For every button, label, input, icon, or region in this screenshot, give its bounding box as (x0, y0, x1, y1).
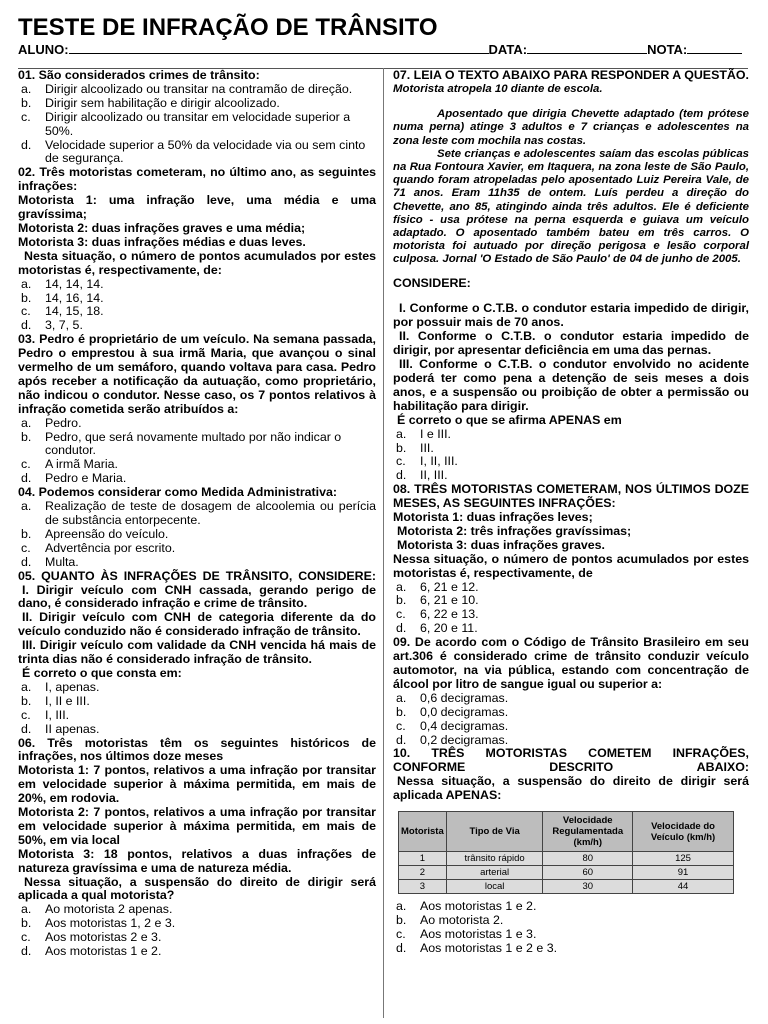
nota-field[interactable] (687, 41, 742, 54)
question-prompt: É correto o que se afirma APENAS em (397, 412, 622, 427)
question-stem: 01. São considerados crimes de trânsito: (18, 68, 260, 82)
option-item[interactable] (18, 417, 376, 431)
option-text: 6, 20 e 11. (420, 621, 478, 636)
option-letter: b. (396, 704, 407, 719)
option-item[interactable] (18, 111, 376, 139)
question-03 (18, 333, 376, 486)
option-item[interactable] (18, 305, 376, 319)
option-letter: a. (396, 579, 407, 594)
option-item[interactable] (18, 139, 376, 167)
option-letter: d. (396, 621, 407, 636)
option-letter: a. (21, 415, 32, 430)
option-item[interactable] (393, 455, 749, 469)
table-row (399, 866, 734, 880)
question-prompt: Nessa situação, o número de pontos acumulados por estes motoristas é, respectivamente, de (393, 551, 749, 580)
question-stem: 05. QUANTO ÀS INFRAÇÕES DE TRÂNSITO, CONSIDERE: (18, 568, 376, 583)
option-text: Aos motoristas 1, 2 e 3. (45, 916, 176, 931)
question-09 (393, 636, 749, 747)
motorista-2-line: Motorista 2: três infrações gravíssimas; (397, 523, 632, 538)
table-row (399, 880, 734, 894)
option-letter: a. (21, 679, 32, 694)
question-stem: 09. De acordo com o Código de Trânsito Brasileiro em seu art.306 é considerado crime de trânsito conduzir veículo automotor, na via pública, estando com concentração de álcool por litro de sangue igual ou superior a: (393, 635, 749, 691)
statement-ii: II. Conforme o C.T.B. o condutor estaria impedido de dirigir, por apresentar deficiência em uma das pernas. (393, 329, 749, 358)
question-stem: 07. LEIA O TEXTO ABAIXO PARA RESPONDER A QUESTÃO. (393, 68, 749, 82)
data-label: DATA: (488, 42, 528, 57)
option-item[interactable] (393, 734, 749, 748)
motorista-1-line: Motorista 1: uma infração leve, uma média e uma gravíssima; (18, 193, 376, 222)
option-letter: a. (21, 81, 32, 96)
option-letter: a. (396, 690, 407, 705)
option-letter: d. (21, 554, 32, 569)
option-text: 0,2 decigramas. (420, 732, 509, 747)
option-item[interactable] (393, 469, 749, 483)
option-text: I, II e III. (45, 693, 90, 708)
option-text: II, III. (420, 468, 448, 483)
statement-ii: II. Dirigir veículo com CNH de categoria diferente da do veículo conduzido não é considerado infração de trânsito. (18, 610, 376, 639)
option-item[interactable] (18, 472, 376, 486)
option-text: 6, 21 e 10. (420, 593, 479, 608)
option-item[interactable] (18, 292, 376, 306)
table-cell: 91 (633, 866, 734, 880)
options-list (393, 692, 749, 748)
options-list (18, 903, 376, 959)
option-letter: d. (21, 721, 32, 736)
statement-iii: III. Conforme o C.T.B. o condutor envolvido no acidente poderá ter como pena a detenção de seis meses a dois anos, e a suspensão ou proibição de obter a permissão ou habilitação para dirigir. (393, 357, 749, 413)
options-list (18, 83, 376, 166)
option-letter: a. (396, 426, 407, 441)
option-text: Apreensão do veículo. (45, 526, 169, 541)
motorista-1-line: Motorista 1: duas infrações leves; (393, 510, 593, 525)
option-text: I, apenas. (45, 679, 100, 694)
option-letter: a. (396, 899, 407, 914)
table-cell: 30 (543, 880, 633, 894)
option-item[interactable] (393, 428, 749, 442)
question-stem: 08. TRÊS MOTORISTAS COMETERAM, NOS ÚLTIMOS DOZE MESES, AS SEGUINTES INFRAÇÕES: (393, 482, 749, 511)
question-06 (18, 737, 376, 960)
table-header-row (399, 812, 734, 852)
option-letter: d. (21, 318, 32, 333)
option-text: Pedro e Maria. (45, 471, 127, 486)
options-list (393, 581, 749, 637)
option-item[interactable] (18, 431, 376, 459)
option-letter: d. (396, 468, 407, 483)
motorista-2-line: Motorista 2: 7 pontos, relativos a uma infração por transitar em velocidade superior à máxima permitida, em mais de 50%, em via local (18, 805, 376, 847)
news-headline: Motorista atropela 10 diante de escola. (393, 82, 603, 95)
option-item[interactable] (393, 900, 749, 914)
data-field[interactable] (527, 41, 647, 54)
table-cell: 1 (399, 852, 447, 866)
option-item[interactable] (393, 928, 749, 942)
motorista-1-line: Motorista 1: 7 pontos, relativos a uma infração por transitar em velocidade superior à máxima permitida, em mais de 20%, em rodovia. (18, 763, 376, 806)
option-text: II apenas. (45, 721, 100, 736)
option-text: 0,4 decigramas. (420, 718, 509, 733)
options-list (393, 900, 749, 956)
option-text: Dirigir sem habilitação e dirigir alcoolizado. (45, 95, 280, 110)
option-text: 0,6 decigramas. (420, 690, 509, 705)
option-item[interactable] (393, 442, 749, 456)
option-text: Ao motorista 2. (420, 912, 504, 927)
option-item[interactable] (393, 581, 749, 595)
question-stem: 03. Pedro é proprietário de um veículo. Na semana passada, Pedro o emprestou à sua irmã Maria, que avançou o sinal vermelho de um semáforo, quando voltava para casa. Pedro após receber a notificação da autuação, como proprietário, não indicou o condutor. Nesse caso, os 7 pontos relativos à infração cometida serão atribuídos a: (18, 332, 376, 416)
option-text: 14, 15, 18. (45, 304, 104, 319)
table-row (399, 852, 734, 866)
question-01 (18, 69, 376, 166)
option-letter: c. (396, 454, 406, 469)
option-item[interactable] (18, 917, 376, 931)
column-header: Velocidade Regulamentada (km/h) (543, 812, 633, 852)
option-letter: c. (21, 457, 31, 472)
option-text: 6, 22 e 13. (420, 607, 479, 622)
speed-table (398, 811, 734, 894)
column-divider (383, 68, 384, 1018)
option-letter: b. (21, 429, 32, 444)
statement-iii: III. Dirigir veículo com validade da CNH vencida há mais de trinta dias não é considerado infração de trânsito. (18, 638, 376, 667)
option-text: A irmã Maria. (45, 457, 118, 472)
option-text: 14, 14, 14. (45, 276, 104, 291)
option-item[interactable] (18, 458, 376, 472)
option-item[interactable] (18, 931, 376, 945)
option-letter: d. (396, 940, 407, 955)
options-list (393, 428, 749, 484)
option-text: Pedro. (45, 415, 82, 430)
question-07 (393, 69, 749, 483)
question-05 (18, 570, 376, 737)
question-stem: 10. TRÊS MOTORISTAS COMETEM INFRAÇÕES, CONFORME DESCRITO ABAIXO: (393, 746, 749, 775)
question-08 (393, 483, 749, 636)
statement-i: I. Conforme o C.T.B. o condutor estaria impedido de dirigir, por possuir mais de 70 anos. (393, 301, 749, 330)
option-letter: b. (21, 95, 32, 110)
option-letter: d. (396, 732, 407, 747)
option-letter: c. (21, 540, 31, 555)
option-letter: c. (396, 926, 406, 941)
page-title: TESTE DE INFRAÇÃO DE TRÂNSITO (18, 14, 438, 41)
option-letter: a. (21, 276, 32, 291)
option-text: 6, 21 e 12. (420, 579, 479, 594)
left-column (18, 69, 376, 959)
option-text: III. (420, 440, 434, 455)
option-text: Aos motoristas 1 e 2 e 3. (420, 940, 558, 955)
aluno-field[interactable] (69, 41, 489, 54)
option-item[interactable] (18, 903, 376, 917)
option-letter: b. (396, 912, 407, 927)
option-text: Ao motorista 2 apenas. (45, 902, 173, 917)
option-item[interactable] (393, 594, 749, 608)
news-paragraph-1: Aposentado que dirigia Chevette adaptado (tem prótese numa perna) atinge 3 adultos e 7 crianças e adolescentes na zona leste com mochila nas costas. (393, 108, 749, 147)
option-text: Velocidade superior a 50% da velocidade via ou sem cinto de segurança. (45, 137, 366, 166)
student-header (18, 41, 746, 58)
option-item[interactable] (18, 945, 376, 959)
table-cell: 125 (633, 852, 734, 866)
question-10 (393, 747, 749, 955)
options-list (18, 417, 376, 487)
table-cell: 44 (633, 880, 734, 894)
option-item[interactable] (18, 528, 376, 542)
table-cell: trânsito rápido (446, 852, 543, 866)
option-letter: c. (21, 304, 31, 319)
option-letter: b. (21, 693, 32, 708)
option-letter: c. (396, 607, 406, 622)
option-item[interactable] (18, 500, 376, 528)
option-text: Dirigir alcoolizado ou transitar em velocidade superior a 50%. (45, 109, 351, 138)
question-stem: 02. Três motoristas cometeram, no último ano, as seguintes infrações: (18, 165, 376, 194)
option-letter: d. (21, 944, 32, 959)
option-item[interactable] (18, 97, 376, 111)
motorista-2-line: Motorista 2: duas infrações graves e uma média; (18, 220, 306, 235)
option-letter: b. (21, 290, 32, 305)
option-item[interactable] (18, 319, 376, 333)
option-item[interactable] (393, 914, 749, 928)
table-cell: local (446, 880, 543, 894)
option-letter: a. (21, 902, 32, 917)
right-column (393, 69, 749, 956)
option-letter: a. (21, 499, 32, 514)
considere-label: CONSIDERE: (393, 275, 471, 290)
question-prompt: Nesta situação, o número de pontos acumulados por estes motoristas é, respectivamente, de: (18, 248, 376, 277)
aluno-label: ALUNO: (18, 42, 69, 57)
column-header: Velocidade do Veículo (km/h) (633, 812, 734, 852)
option-text: Aos motoristas 1 e 2. (420, 899, 537, 914)
option-item[interactable] (18, 709, 376, 723)
question-prompt: Nessa situação, a suspensão do direito de dirigir será aplicada APENAS: (393, 774, 749, 803)
option-item[interactable] (18, 681, 376, 695)
options-list (18, 500, 376, 570)
statement-i: I. Dirigir veículo com CNH cassada, gerando perigo de dano, é considerado infração e crime de trânsito. (18, 582, 376, 611)
option-item[interactable] (18, 278, 376, 292)
column-header: Motorista (399, 812, 447, 852)
option-item[interactable] (393, 942, 749, 956)
option-text: Pedro, que será novamente multado por não indicar o condutor. (45, 429, 342, 458)
options-list (18, 278, 376, 334)
option-item[interactable] (18, 556, 376, 570)
table-cell: 2 (399, 866, 447, 880)
option-item[interactable] (393, 608, 749, 622)
option-text: I e III. (420, 426, 451, 441)
question-04 (18, 486, 376, 569)
table-cell: 3 (399, 880, 447, 894)
question-stem: 06. Três motoristas têm os seguintes históricos de infrações, nos últimos doze meses (18, 735, 376, 764)
option-item[interactable] (393, 692, 749, 706)
option-text: Dirigir alcoolizado ou transitar na contramão de direção. (45, 81, 353, 96)
option-text: I, II, III. (420, 454, 458, 469)
option-text: 3, 7, 5. (45, 318, 83, 333)
option-letter: b. (396, 440, 407, 455)
option-letter: c. (396, 718, 406, 733)
option-item[interactable] (393, 720, 749, 734)
option-letter: b. (21, 916, 32, 931)
option-text: Aos motoristas 2 e 3. (45, 930, 162, 945)
option-letter: b. (21, 526, 32, 541)
option-item[interactable] (393, 706, 749, 720)
option-item[interactable] (18, 723, 376, 737)
option-text: 0,0 decigramas. (420, 704, 509, 719)
option-letter: d. (21, 137, 32, 152)
question-prompt: Nessa situação, a suspensão do direito de dirigir será aplicada a qual motorista? (18, 874, 376, 903)
option-text: Multa. (45, 554, 79, 569)
table-body (399, 852, 734, 894)
nota-label: NOTA: (647, 42, 688, 57)
question-02 (18, 166, 376, 333)
news-paragraph-2: Sete crianças e adolescentes saíam das escolas públicas na Rua Fontoura Xavier, em Itaquera, na zona leste de São Paulo, quando foram atropeladas pelo aposentado Luiz Pereira Vale, de 71 anos. Eram 11h35 de ontem. Luís perdeu a direção do Chevette, ano 85, atingindo ainda três adultos. Ele é deficiente físico - usa prótese na perna esquerda e guiava um veículo adaptado. O aposentado também bateu em três carros. O motorista foi autuado por direção perigosa e lesão corporal culposa. Jornal 'O Estado de São Paulo' de 04 de junho de 2005. (393, 147, 749, 266)
table-cell: arterial (446, 866, 543, 880)
motorista-3-line: Motorista 3: duas infrações médias e duas leves. (18, 234, 306, 249)
question-stem: 04. Podemos considerar como Medida Administrativa: (18, 485, 338, 500)
table-cell: 60 (543, 866, 633, 880)
option-letter: c. (21, 707, 31, 722)
option-text: Advertência por escrito. (45, 540, 176, 555)
motorista-3-line: Motorista 3: duas infrações graves. (397, 537, 605, 552)
question-prompt: É correto o que consta em: (22, 665, 182, 680)
option-letter: b. (396, 593, 407, 608)
option-letter: c. (21, 109, 31, 124)
option-text: 14, 16, 14. (45, 290, 104, 305)
option-letter: d. (21, 471, 32, 486)
option-text: I, III. (45, 707, 70, 722)
table-cell: 80 (543, 852, 633, 866)
option-item[interactable] (393, 622, 749, 636)
options-list (18, 681, 376, 737)
motorista-3-line: Motorista 3: 18 pontos, relativos a duas infrações de natureza gravíssima e uma de natureza média. (18, 846, 376, 875)
option-item[interactable] (18, 542, 376, 556)
column-header: Tipo de Via (446, 812, 543, 852)
option-letter: c. (21, 930, 31, 945)
option-text: Aos motoristas 1 e 3. (420, 926, 537, 941)
option-text: Aos motoristas 1 e 2. (45, 944, 162, 959)
option-item[interactable] (18, 695, 376, 709)
option-text: Realização de teste de dosagem de alcoolemia ou perícia de substância entorpecente. (45, 499, 376, 527)
option-item[interactable] (18, 83, 376, 97)
